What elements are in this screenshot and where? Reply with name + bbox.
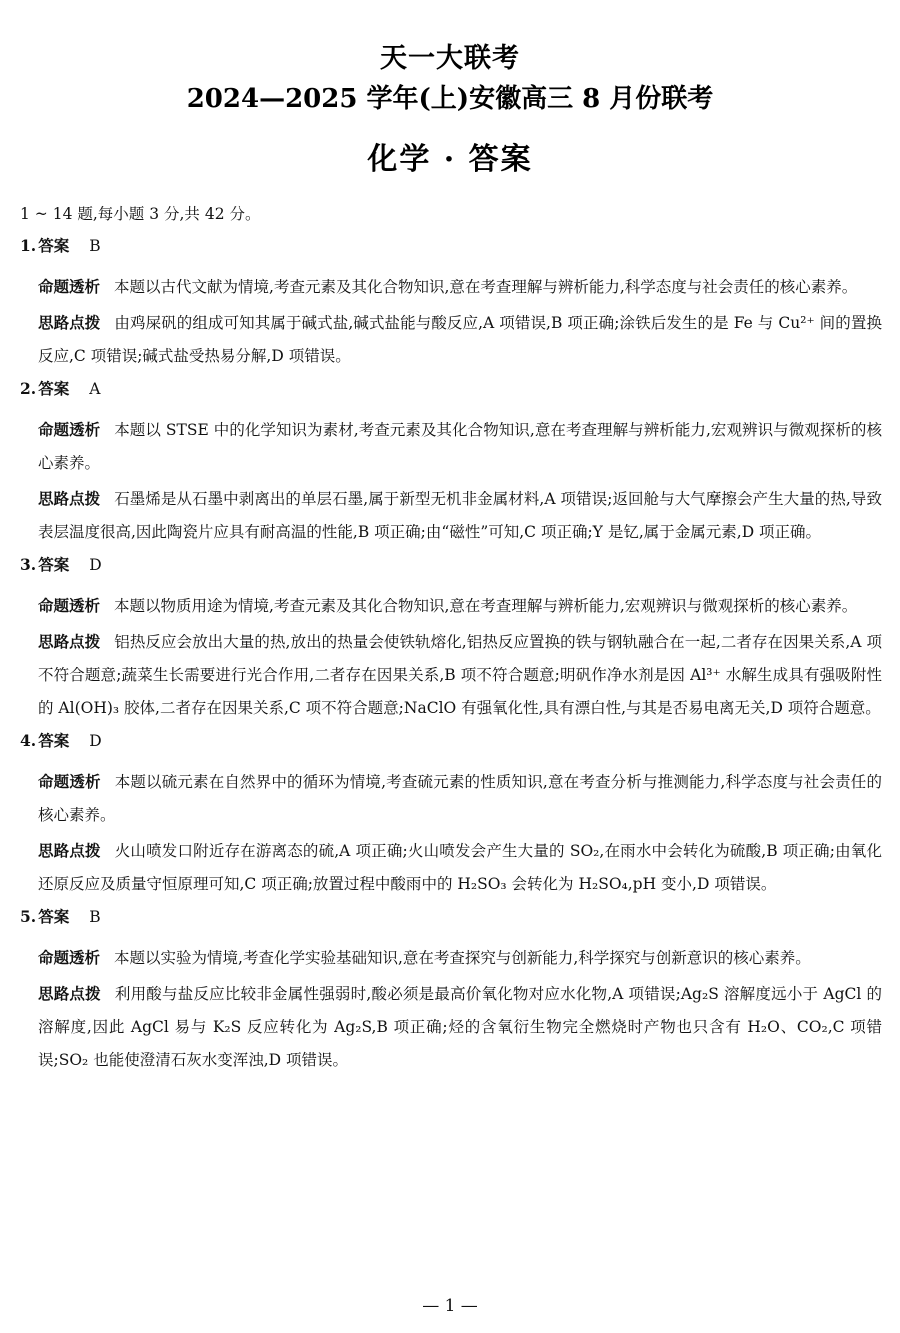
answer-line bbox=[20, 729, 882, 765]
answer-label: 答案 bbox=[38, 555, 70, 574]
hint-text: 石墨烯是从石墨中剥离出的单层石墨,属于新型无机非金属材料,A 项错误;返回舱与大气摩擦会产生大量的热,导致表层温度很高,因此陶瓷片应具有耐高温的性能,B 项正确;由“磁性”可知,C 项正确;Y 是钇,属于金属元素,D 项正确。 bbox=[38, 490, 882, 541]
answer-value: D bbox=[89, 732, 102, 750]
answer-value: D bbox=[89, 556, 102, 574]
analysis-label: 命题透析 bbox=[38, 596, 101, 615]
hint-paragraph bbox=[38, 834, 882, 901]
analysis-label: 命题透析 bbox=[38, 420, 101, 439]
answer-label: 答案 bbox=[38, 379, 70, 398]
analysis-paragraph bbox=[38, 941, 882, 975]
answer-label: 答案 bbox=[38, 731, 70, 750]
hint-text: 由鸡屎矾的组成可知其属于碱式盐,碱式盐能与酸反应,A 项错误,B 项正确;涂铁后发生的是 Fe 与 Cu²⁺ 间的置换反应,C 项错误;碱式盐受热易分解,D 项错误。 bbox=[38, 314, 882, 365]
answer-value: A bbox=[89, 380, 101, 398]
analysis-text: 本题以硫元素在自然界中的循环为情境,考查硫元素的性质知识,意在考查分析与推测能力,科学态度与社会责任的核心素养。 bbox=[38, 773, 882, 824]
hint-paragraph bbox=[38, 482, 882, 549]
hint-paragraph bbox=[38, 977, 882, 1077]
answer-label: 答案 bbox=[38, 236, 70, 255]
analysis-text: 本题以 STSE 中的化学知识为素材,考查元素及其化合物知识,意在考查理解与辨析能力,宏观辨识与微观探析的核心素养。 bbox=[38, 421, 882, 472]
answer-line bbox=[20, 234, 882, 270]
hint-paragraph bbox=[38, 625, 882, 725]
subject-title: 化学 · 答案 bbox=[367, 142, 533, 177]
analysis-paragraph bbox=[38, 413, 882, 480]
analysis-paragraph bbox=[38, 270, 882, 304]
question-number: 5. bbox=[20, 907, 37, 926]
analysis-paragraph bbox=[38, 765, 882, 832]
answer-line bbox=[20, 377, 882, 413]
hint-label: 思路点拨 bbox=[38, 313, 101, 332]
question-list bbox=[20, 234, 882, 1081]
question-number: 3. bbox=[20, 555, 37, 574]
question-item bbox=[20, 234, 882, 373]
answer-line bbox=[20, 905, 882, 941]
hint-label: 思路点拨 bbox=[38, 632, 101, 651]
org-title: 天一大联考 bbox=[380, 43, 520, 74]
question-item bbox=[20, 553, 882, 725]
hint-label: 思路点拨 bbox=[38, 841, 101, 860]
analysis-text: 本题以实验为情境,考查化学实验基础知识,意在考查探究与创新能力,科学探究与创新意识的核心素养。 bbox=[114, 949, 811, 967]
analysis-label: 命题透析 bbox=[38, 772, 101, 791]
question-number: 4. bbox=[20, 731, 37, 750]
answer-label: 答案 bbox=[38, 907, 70, 926]
answer-value: B bbox=[89, 237, 101, 255]
hint-label: 思路点拨 bbox=[38, 984, 101, 1003]
question-number: 2. bbox=[20, 379, 37, 398]
hint-label: 思路点拨 bbox=[38, 489, 101, 508]
page-number: — 1 — bbox=[422, 1296, 478, 1316]
answer-line bbox=[20, 553, 882, 589]
exam-title: 2024—2025 学年(上)安徽高三 8 月份联考 bbox=[186, 84, 714, 114]
answer-value: B bbox=[89, 908, 101, 926]
hint-paragraph bbox=[38, 306, 882, 373]
question-number: 1. bbox=[20, 236, 37, 255]
analysis-label: 命题透析 bbox=[38, 277, 101, 296]
question-item bbox=[20, 729, 882, 901]
analysis-paragraph bbox=[38, 589, 882, 623]
analysis-text: 本题以古代文献为情境,考查元素及其化合物知识,意在考查理解与辨析能力,科学态度与社会责任的核心素养。 bbox=[114, 278, 858, 296]
hint-text: 铝热反应会放出大量的热,放出的热量会使铁轨熔化,铝热反应置换的铁与钢轨融合在一起,二者存在因果关系,A 项不符合题意;蔬菜生长需要进行光合作用,二者存在因果关系,B 项不符合题意;明矾作净水剂是因 Al³⁺ 水解生成具有强吸附性的 Al(OH)₃ 胶体,二者存在因果关系,C 项不符合题意;NaClO 有强氧化性,具有漂白性,与其是否易电离无关,D 项符合题意。 bbox=[38, 633, 882, 717]
scoring-intro: 1 ~ 14 题,每小题 3 分,共 42 分。 bbox=[20, 205, 261, 223]
hint-text: 利用酸与盐反应比较非金属性强弱时,酸必须是最高价氧化物对应水化物,A 项错误;Ag₂S 溶解度远小于 AgCl 的溶解度,因此 AgCl 易与 K₂S 反应转化为 Ag₂S,B 项正确;烃的含氧衍生物完全燃烧时产物也只含有 H₂O、CO₂,C 项错误;SO₂ 也能使澄清石灰水变浑浊,D 项错误。 bbox=[38, 985, 882, 1069]
analysis-text: 本题以物质用途为情境,考查元素及其化合物知识,意在考查理解与辨析能力,宏观辨识与微观探析的核心素养。 bbox=[114, 597, 858, 615]
hint-text: 火山喷发口附近存在游离态的硫,A 项正确;火山喷发会产生大量的 SO₂,在雨水中会转化为硫酸,B 项正确;由氧化还原反应及质量守恒原理可知,C 项正确;放置过程中酸雨中的 H₂SO₃ 会转化为 H₂SO₄,pH 变小,D 项错误。 bbox=[38, 842, 882, 893]
analysis-label: 命题透析 bbox=[38, 948, 101, 967]
question-item bbox=[20, 377, 882, 549]
question-item bbox=[20, 905, 882, 1077]
